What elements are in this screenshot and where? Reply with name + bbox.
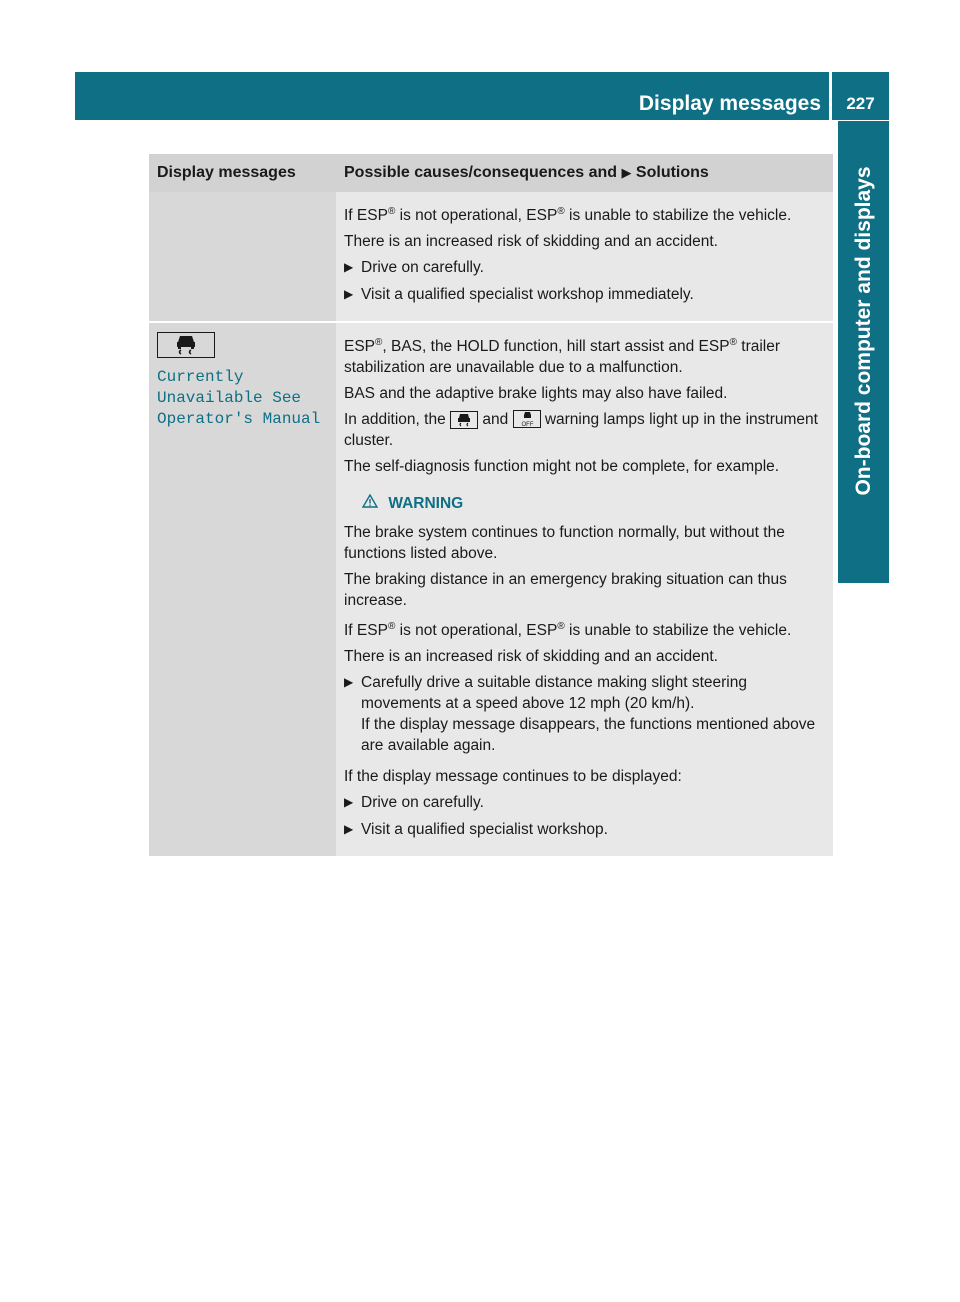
registered-mark: ® (557, 621, 565, 633)
step-item (344, 819, 827, 840)
text-run: is unable to stabilize the vehicle. (564, 207, 792, 225)
row2-lamps-paragraph (344, 409, 827, 451)
warning-triangle-icon (362, 495, 382, 512)
text-run: In addition, the (344, 411, 446, 429)
step-item (344, 672, 827, 756)
step-result-text: If the display message disappears, the functions mentioned above are available again. (361, 716, 816, 755)
registered-mark: ® (375, 337, 383, 349)
warning-heading (362, 493, 827, 514)
row2-self-diagnosis-paragraph: The self-diagnosis function might not be complete, for example. (344, 458, 780, 476)
text-run: is not operational, ESP (395, 207, 558, 225)
section-side-label-text: On-board computer and displays (851, 166, 875, 496)
registered-mark: ® (387, 621, 396, 633)
section-side-label (838, 121, 889, 541)
text-run: If ESP (344, 207, 388, 225)
header-arrow-icon: ▶ (621, 165, 632, 180)
row2-bas-paragraph: BAS and the adaptive brake lights may also have failed. (344, 385, 728, 403)
text-run: and (482, 411, 509, 429)
row2-display-cell (149, 322, 336, 856)
row1-esp-paragraph (344, 201, 827, 226)
col-header-causes-text: Possible causes/consequences and (344, 164, 618, 181)
esp-off-text: OFF (521, 422, 534, 428)
step-arrow-icon: ▶ (344, 795, 354, 810)
step-text: Drive on carefully. (361, 259, 484, 277)
registered-mark: ® (557, 206, 565, 217)
step-arrow-icon: ▶ (344, 675, 354, 690)
registered-mark: ® (729, 337, 737, 349)
row2-unavailable-paragraph (344, 332, 827, 378)
text-run: warning lamps light up in the instrument cluster. (344, 411, 818, 450)
warning-label: WARNING (388, 495, 464, 513)
display-line: Operator's Manual (157, 410, 321, 429)
step-arrow-icon: ▶ (344, 260, 354, 275)
table-header-row (149, 154, 833, 192)
warning-text: There is an increased risk of skidding and an accident. (344, 648, 718, 666)
warning-text: The braking distance in an emergency braking situation can thus increase. (344, 571, 787, 610)
step-arrow-icon: ▶ (344, 822, 354, 837)
row1-risk-paragraph: There is an increased risk of skidding and an accident. (344, 233, 718, 251)
text-run: trailer stabilization are unavailable due to a malfunction. (344, 338, 781, 377)
text-run: , BAS, the HOLD function, hill start assist and ESP (382, 338, 730, 356)
display-line: Currently (157, 368, 244, 387)
step-text: Drive on carefully. (361, 794, 484, 812)
text-run: is not operational, ESP (395, 622, 558, 640)
display-message-text (157, 367, 330, 430)
col-header-display-messages: Display messages (149, 154, 336, 192)
step-arrow-icon: ▶ (344, 287, 354, 302)
step-item (344, 257, 827, 278)
step-text: Visit a qualified specialist workshop. (361, 821, 608, 839)
page-title: Display messages (638, 92, 821, 115)
col-header-solutions-text: Solutions (635, 164, 709, 181)
esp-warning-lamp-icon (450, 411, 478, 429)
page-number: 227 (846, 94, 875, 113)
warning-text: The brake system continues to function normally, but without the functions listed above. (344, 524, 785, 563)
display-line: Unavailable See (157, 389, 302, 408)
text-run: is unable to stabilize the vehicle. (564, 622, 792, 640)
page-header (75, 72, 889, 120)
registered-mark: ® (387, 206, 396, 217)
row1-causes-cell (336, 192, 833, 322)
row1-display-cell (149, 192, 336, 322)
display-messages-table (149, 154, 833, 856)
esp-warning-lamp-icon (157, 332, 215, 358)
step-item (344, 792, 827, 813)
table-row (149, 192, 833, 322)
row2-causes-cell (336, 322, 833, 856)
step-item (344, 284, 827, 305)
row2-continues-paragraph: If the display message continues to be displayed: (344, 768, 682, 786)
text-run: ESP (344, 338, 376, 356)
step-text: Carefully drive a suitable distance making slight steering movements at a speed above 12 mph (20 km/h). (361, 674, 747, 713)
warning-text (344, 616, 827, 641)
col-header-causes (336, 154, 833, 192)
esp-off-warning-lamp-icon (513, 410, 541, 428)
text-run: If ESP (344, 622, 388, 640)
step-text: Visit a qualified specialist workshop immediately. (361, 286, 694, 304)
table-row (149, 322, 833, 856)
